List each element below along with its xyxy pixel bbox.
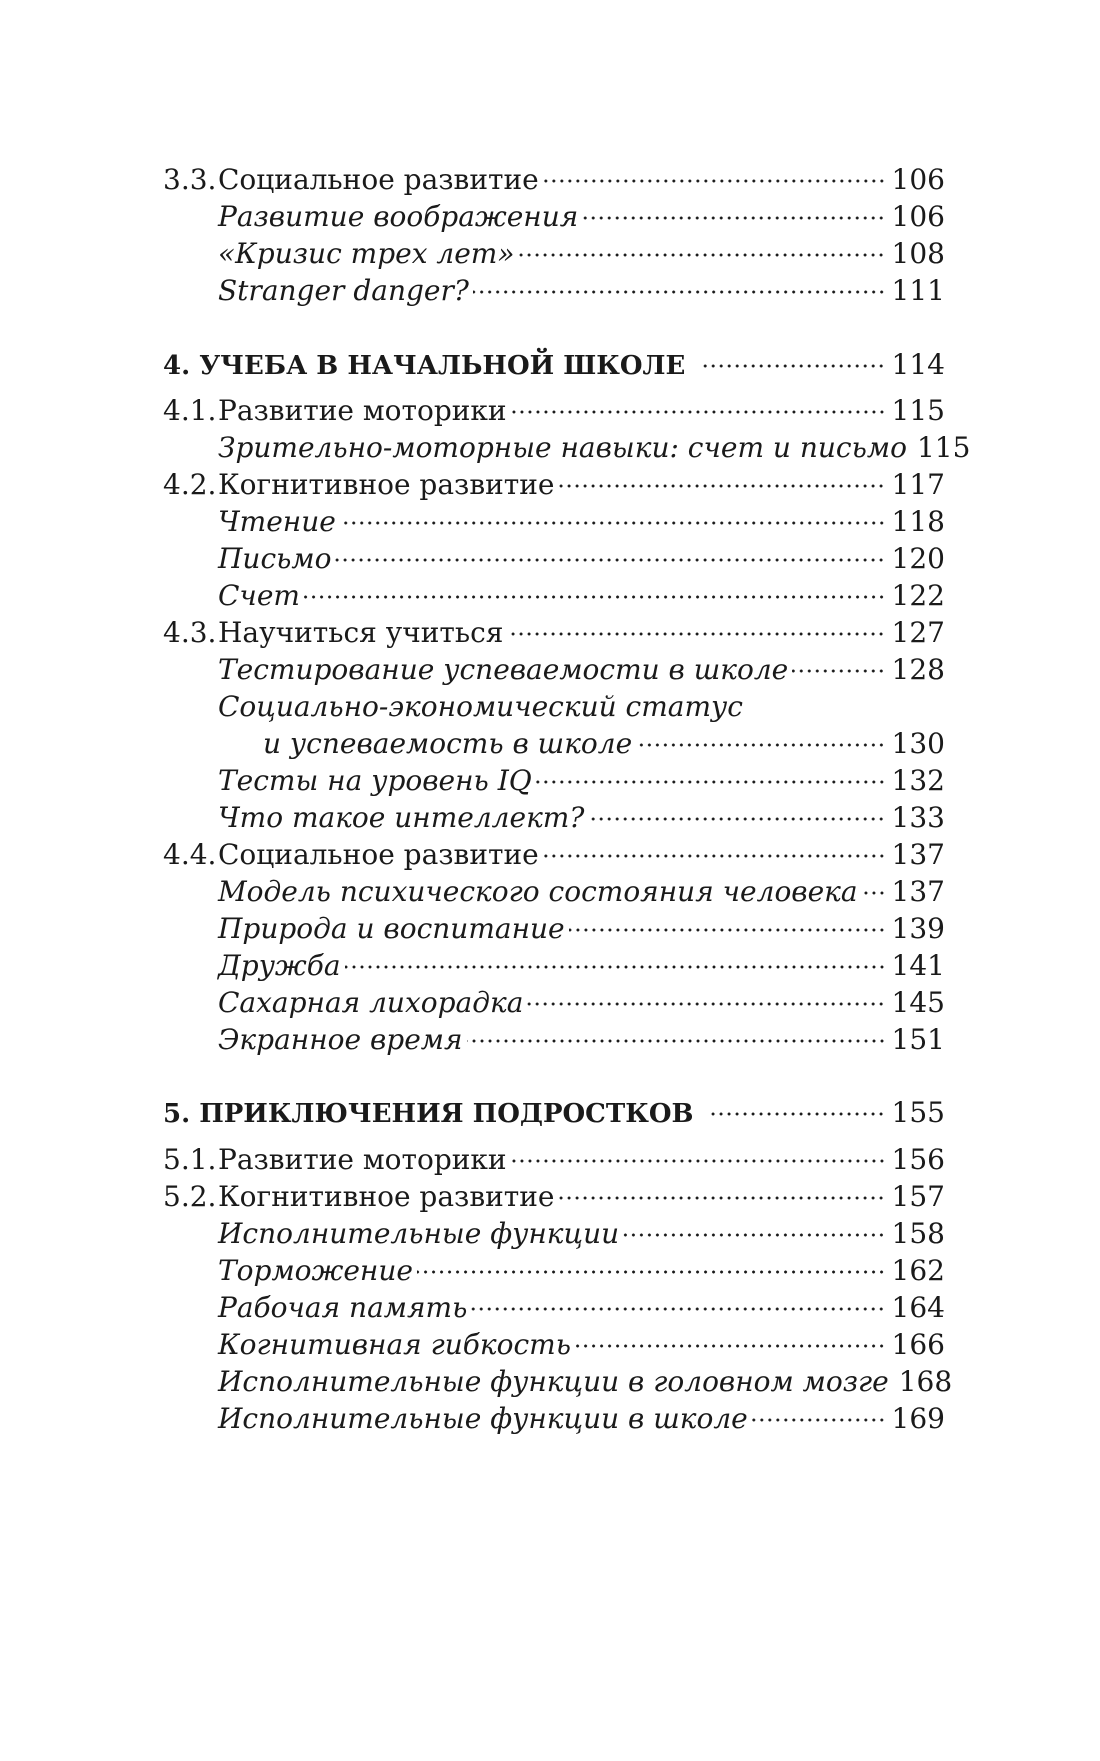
page-number: 158 — [891, 1217, 945, 1250]
dot-leader — [471, 1307, 885, 1311]
entry-title: Социальное развитие — [218, 163, 539, 196]
dot-leader — [467, 1039, 886, 1043]
section-number: 3.3. — [163, 163, 217, 196]
dot-leader — [588, 817, 885, 821]
entry-title: Когнитивная гибкость — [218, 1328, 571, 1361]
section-number: 4.4. — [163, 838, 217, 871]
toc-entry — [163, 612, 945, 654]
toc-entry — [218, 1361, 953, 1403]
chapter-title: 4. УЧЕБА В НАЧАЛЬНОЙ ШКОЛЕ — [163, 351, 686, 381]
toc-entry — [163, 464, 945, 506]
dot-leader — [582, 216, 885, 220]
entry-title: Развитие воображения — [218, 200, 579, 233]
dot-leader — [304, 595, 886, 599]
dot-leader — [345, 965, 886, 969]
page-number: 137 — [891, 875, 945, 908]
toc-entry — [218, 760, 945, 802]
page-number: 155 — [891, 1096, 945, 1129]
page-number: 114 — [891, 348, 945, 381]
page-number: 169 — [891, 1402, 945, 1435]
section-number: 4.3. — [163, 616, 217, 649]
page-number: 168 — [898, 1365, 953, 1398]
toc-entry — [218, 1019, 945, 1061]
page-number: 151 — [891, 1023, 945, 1056]
dot-leader — [862, 891, 886, 895]
toc-entry — [218, 982, 945, 1024]
page-number: 117 — [891, 468, 945, 501]
toc-entry — [218, 538, 945, 580]
entry-title: Чтение — [218, 505, 336, 538]
entry-title: Письмо — [218, 542, 332, 575]
toc-entry — [218, 196, 945, 238]
dot-leader — [543, 854, 886, 858]
page-number: 145 — [891, 986, 945, 1019]
page-number: 166 — [891, 1328, 945, 1361]
dot-leader — [527, 1002, 885, 1006]
dot-leader — [518, 253, 885, 257]
toc-entry — [218, 575, 945, 617]
toc-entry — [218, 649, 945, 691]
dot-leader — [473, 290, 886, 294]
entry-title: Что такое интеллект? — [218, 801, 585, 834]
page-number: 130 — [891, 727, 945, 760]
entry-title: Исполнительные функции в школе — [218, 1402, 748, 1435]
page-number: 162 — [891, 1254, 945, 1287]
dot-leader — [558, 1196, 885, 1200]
entry-title: Научиться учиться — [218, 616, 504, 649]
chapter-heading — [163, 1092, 945, 1134]
page-number: 118 — [891, 505, 945, 538]
dot-leader — [699, 364, 885, 368]
dot-leader — [340, 521, 886, 525]
dot-leader — [558, 484, 885, 488]
dot-leader — [575, 1344, 886, 1348]
dot-leader — [636, 743, 885, 747]
page-number: 127 — [891, 616, 945, 649]
entry-title: Экранное время — [218, 1023, 463, 1056]
page-number: 139 — [891, 912, 945, 945]
page-number: 106 — [891, 163, 945, 196]
toc-entry — [218, 501, 945, 543]
toc-entry — [218, 1213, 945, 1255]
dot-leader — [507, 632, 885, 636]
toc-entry — [218, 233, 945, 275]
toc-entry — [218, 945, 945, 987]
toc-entry — [218, 908, 945, 950]
toc-entry — [163, 1139, 945, 1181]
entry-title: Зрительно-моторные навыки: счет и письмо — [218, 431, 907, 464]
entry-title: и успеваемость в школе — [263, 727, 633, 760]
toc-entry — [263, 723, 945, 765]
page-number: 156 — [891, 1143, 945, 1176]
page-number: 141 — [891, 949, 945, 982]
page-number: 164 — [891, 1291, 945, 1324]
page-number: 120 — [891, 542, 945, 575]
page-number: 106 — [891, 200, 945, 233]
dot-leader — [707, 1112, 885, 1116]
entry-title: Исполнительные функции — [218, 1217, 620, 1250]
entry-title: Дружба — [218, 949, 341, 982]
section-number: 4.1. — [163, 394, 217, 427]
entry-title: Когнитивное развитие — [218, 468, 555, 501]
entry-title-line1: Социально-экономический статус — [218, 690, 743, 723]
dot-leader — [623, 1233, 885, 1237]
entry-title: Природа и воспитание — [218, 912, 565, 945]
toc-entry — [163, 1176, 945, 1218]
entry-title: Когнитивное развитие — [218, 1180, 555, 1213]
entry-title: Торможение — [218, 1254, 413, 1287]
page-number: 108 — [891, 237, 945, 270]
page-number: 157 — [891, 1180, 945, 1213]
chapter-title: 5. ПРИКЛЮЧЕНИЯ ПОДРОСТКОВ — [163, 1099, 694, 1129]
entry-title: Развитие моторики — [218, 394, 507, 427]
entry-title: Сахарная лихорадка — [218, 986, 524, 1019]
entry-title: Социальное развитие — [218, 838, 539, 871]
page-number: 122 — [891, 579, 945, 612]
page-number: 115 — [916, 431, 971, 464]
dot-leader — [543, 179, 886, 183]
section-number: 5.2. — [163, 1180, 217, 1213]
dot-leader — [417, 1270, 886, 1274]
toc-entry — [163, 159, 945, 201]
section-number: 5.1. — [163, 1143, 217, 1176]
section-number: 4.2. — [163, 468, 217, 501]
entry-title: Счет — [218, 579, 300, 612]
dot-leader — [511, 1159, 886, 1163]
entry-title: Тесты на уровень IQ — [218, 764, 532, 797]
toc-entry — [163, 834, 945, 876]
toc-entry — [218, 427, 971, 469]
toc-entry — [218, 1287, 945, 1329]
toc-entry — [218, 1250, 945, 1292]
toc-entry — [163, 390, 945, 432]
toc-entry — [218, 797, 945, 839]
entry-title: Модель психического состояния человека — [218, 875, 858, 908]
chapter-heading — [163, 344, 945, 386]
entry-title: Рабочая память — [218, 1291, 468, 1324]
page-number: 137 — [891, 838, 945, 871]
page-number: 132 — [891, 764, 945, 797]
dot-leader — [511, 410, 886, 414]
dot-leader — [752, 1418, 886, 1422]
toc-entry — [218, 871, 945, 913]
entry-title: Развитие моторики — [218, 1143, 507, 1176]
toc-entry — [218, 1324, 945, 1366]
entry-title: Stranger danger? — [218, 274, 469, 307]
page-number: 115 — [891, 394, 945, 427]
dot-leader — [335, 558, 885, 562]
toc-entry — [218, 270, 945, 312]
page-number: 128 — [891, 653, 945, 686]
entry-title: «Кризис трех лет» — [218, 237, 515, 270]
dot-leader — [569, 928, 886, 932]
page-number: 111 — [891, 274, 945, 307]
toc-entry — [218, 1398, 945, 1440]
entry-title: Тестирование успеваемости в школе — [218, 653, 789, 686]
dot-leader — [536, 780, 886, 784]
entry-title: Исполнительные функции в головном мозге — [218, 1365, 889, 1398]
dot-leader — [792, 669, 885, 673]
page-number: 133 — [891, 801, 945, 834]
